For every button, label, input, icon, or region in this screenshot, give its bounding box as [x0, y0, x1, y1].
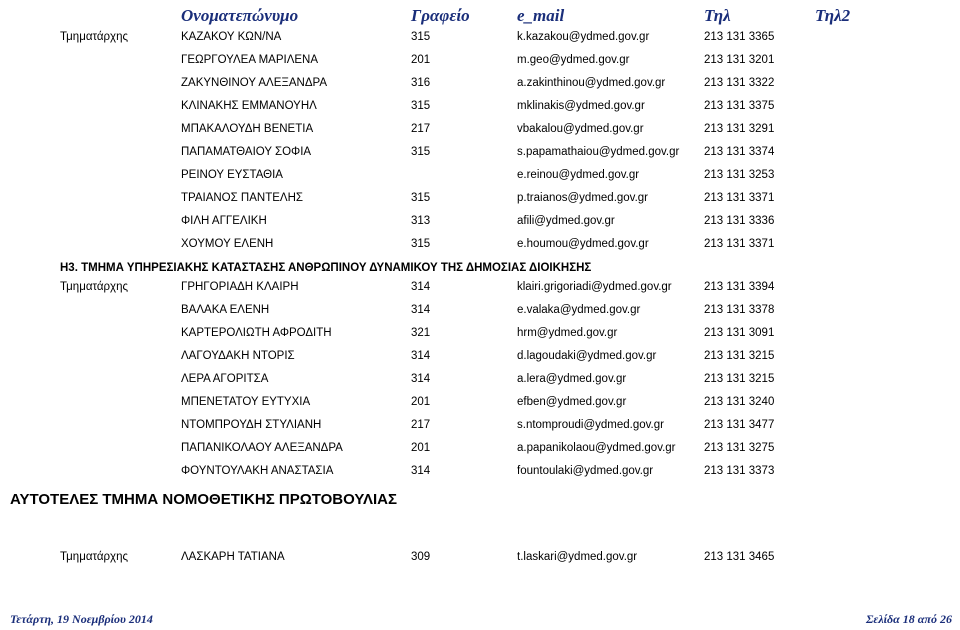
- cell-name: ΛΕΡΑ ΑΓΟΡΙΤΣΑ: [181, 373, 269, 385]
- cell-role: Τμηματάρχης: [60, 281, 129, 293]
- header-email: e_mail: [517, 6, 565, 25]
- cell-name: ΜΠΑΚΑΛΟΥΔΗ ΒΕΝΕΤΙΑ: [181, 123, 314, 135]
- cell-name: ΛΑΣΚΑΡΗ ΤΑΤΙΑΝΑ: [181, 551, 285, 563]
- cell-email: e.houmou@ydmed.gov.gr: [517, 238, 649, 250]
- cell-email: a.papanikolaou@ydmed.gov.gr: [517, 442, 676, 454]
- cell-email: t.laskari@ydmed.gov.gr: [517, 551, 638, 563]
- cell-role: Τμηματάρχης: [60, 31, 129, 43]
- table-row: [0, 100, 960, 118]
- cell-office: 217: [411, 123, 431, 135]
- cell-phone: 213 131 3465: [704, 551, 775, 563]
- cell-phone: 213 131 3365: [704, 31, 775, 43]
- cell-email: a.lera@ydmed.gov.gr: [517, 373, 627, 385]
- cell-phone: 213 131 3240: [704, 396, 775, 408]
- cell-email: p.traianos@ydmed.gov.gr: [517, 192, 648, 204]
- cell-office: 314: [411, 373, 431, 385]
- table-row: [0, 442, 960, 460]
- table-row: [0, 192, 960, 210]
- cell-email: efben@ydmed.gov.gr: [517, 396, 627, 408]
- cell-phone: 213 131 3371: [704, 192, 775, 204]
- table-row: [0, 54, 960, 72]
- cell-role: Τμηματάρχης: [60, 551, 129, 563]
- cell-office: 314: [411, 350, 431, 362]
- footer-page: Σελίδα 18 από 26: [866, 612, 952, 626]
- cell-email: e.valaka@ydmed.gov.gr: [517, 304, 641, 316]
- cell-name: ΚΑΡΤΕΡΟΛΙΩΤΗ ΑΦΡΟΔΙΤΗ: [181, 327, 332, 339]
- cell-name: ΓΡΗΓΟΡΙΑΔΗ ΚΛΑΙΡΗ: [181, 281, 299, 293]
- header-phone: Τηλ: [704, 6, 731, 25]
- cell-office: 315: [411, 192, 431, 204]
- table-row: [0, 350, 960, 368]
- table-row: [0, 551, 960, 569]
- cell-phone: 213 131 3373: [704, 465, 775, 477]
- cell-office: 217: [411, 419, 431, 431]
- cell-email: klairi.grigoriadi@ydmed.gov.gr: [517, 281, 672, 293]
- cell-name: ΜΠΕΝΕΤΑΤΟΥ ΕΥΤΥΧΙΑ: [181, 396, 311, 408]
- table-row: [0, 465, 960, 483]
- cell-email: fountoulaki@ydmed.gov.gr: [517, 465, 654, 477]
- cell-name: ΤΡΑΙΑΝΟΣ ΠΑΝΤΕΛΗΣ: [181, 192, 304, 204]
- header-office: Γραφείο: [411, 6, 470, 25]
- cell-email: s.ntomproudi@ydmed.gov.gr: [517, 419, 664, 431]
- cell-name: ΦΟΥΝΤΟΥΛΑΚΗ ΑΝΑΣΤΑΣΙΑ: [181, 465, 334, 477]
- cell-office: 314: [411, 281, 431, 293]
- cell-name: ΧΟΥΜΟΥ ΕΛΕΝΗ: [181, 238, 274, 250]
- table-row: [0, 396, 960, 414]
- cell-phone: 213 131 3291: [704, 123, 775, 135]
- cell-name: ΚΛΙΝΑΚΗΣ ΕΜΜΑΝΟΥΗΛ: [181, 100, 317, 112]
- cell-name: ΦΙΛΗ ΑΓΓΕΛΙΚΗ: [181, 215, 267, 227]
- cell-name: ΒΑΛΑΚΑ ΕΛΕΝΗ: [181, 304, 270, 316]
- cell-email: s.papamathaiou@ydmed.gov.gr: [517, 146, 680, 158]
- cell-office: 315: [411, 31, 431, 43]
- table-row: [0, 281, 960, 299]
- cell-email: afili@ydmed.gov.gr: [517, 215, 615, 227]
- cell-phone: 213 131 3394: [704, 281, 775, 293]
- cell-office: 315: [411, 100, 431, 112]
- table-row: [0, 77, 960, 95]
- cell-phone: 213 131 3322: [704, 77, 775, 89]
- cell-phone: 213 131 3215: [704, 373, 775, 385]
- cell-email: e.reinou@ydmed.gov.gr: [517, 169, 640, 181]
- cell-name: ΠΑΠΑΜΑΤΘΑΙΟΥ ΣΟΦΙΑ: [181, 146, 312, 158]
- cell-email: a.zakinthinou@ydmed.gov.gr: [517, 77, 666, 89]
- cell-office: 313: [411, 215, 431, 227]
- table-row: [0, 419, 960, 437]
- cell-email: mklinakis@ydmed.gov.gr: [517, 100, 645, 112]
- cell-email: hrm@ydmed.gov.gr: [517, 327, 618, 339]
- cell-name: ΡΕΙΝΟΥ ΕΥΣΤΑΘΙΑ: [181, 169, 283, 181]
- cell-office: 314: [411, 465, 431, 477]
- table-row: [0, 215, 960, 233]
- cell-office: 315: [411, 238, 431, 250]
- table-row: [0, 373, 960, 391]
- section-heading-h3: Η3. ΤΜΗΜΑ ΥΠΗΡΕΣΙΑΚΗΣ ΚΑΤΑΣΤΑΣΗΣ ΑΝΘΡΩΠΙΝΟΥ ΔΥΝΑΜΙΚΟΥ ΤΗΣ ΔΗΜΟΣΙΑΣ ΔΙΟΙΚΗΣΗΣ: [60, 262, 592, 274]
- cell-office: 316: [411, 77, 431, 89]
- table-row: [0, 169, 960, 187]
- cell-phone: 213 131 3201: [704, 54, 775, 66]
- cell-name: ΛΑΓΟΥΔΑΚΗ ΝΤΟΡΙΣ: [181, 350, 295, 362]
- cell-phone: 213 131 3374: [704, 146, 775, 158]
- cell-phone: 213 131 3091: [704, 327, 775, 339]
- footer-date: Τετάρτη, 19 Νοεμβρίου 2014: [10, 612, 153, 626]
- cell-email: d.lagoudaki@ydmed.gov.gr: [517, 350, 657, 362]
- cell-office: 314: [411, 304, 431, 316]
- cell-phone: 213 131 3215: [704, 350, 775, 362]
- table-row: [0, 238, 960, 256]
- cell-phone: 213 131 3477: [704, 419, 775, 431]
- cell-name: ΝΤΟΜΠΡΟΥΔΗ ΣΤΥΛΙΑΝΗ: [181, 419, 322, 431]
- table-row: [0, 304, 960, 322]
- cell-email: k.kazakou@ydmed.gov.gr: [517, 31, 650, 43]
- cell-office: 321: [411, 327, 431, 339]
- header-phone2: Τηλ2: [815, 6, 851, 25]
- cell-name: ΠΑΠΑΝΙΚΟΛΑΟΥ ΑΛΕΞΑΝΔΡΑ: [181, 442, 343, 454]
- cell-office: 309: [411, 551, 431, 563]
- cell-office: 201: [411, 396, 431, 408]
- header-name: Ονοματεπώνυμο: [181, 6, 299, 25]
- cell-email: vbakalou@ydmed.gov.gr: [517, 123, 644, 135]
- cell-name: ΚΑΖΑΚΟΥ ΚΩΝ/ΝΑ: [181, 31, 282, 43]
- cell-office: 201: [411, 54, 431, 66]
- table-row: [0, 123, 960, 141]
- table-row: [0, 327, 960, 345]
- cell-office: 315: [411, 146, 431, 158]
- cell-office: 201: [411, 442, 431, 454]
- cell-email: m.geo@ydmed.gov.gr: [517, 54, 630, 66]
- cell-name: ΓΕΩΡΓΟΥΛΕΑ ΜΑΡΙΛΕΝΑ: [181, 54, 319, 66]
- cell-phone: 213 131 3375: [704, 100, 775, 112]
- cell-phone: 213 131 3253: [704, 169, 775, 181]
- cell-phone: 213 131 3336: [704, 215, 775, 227]
- cell-phone: 213 131 3275: [704, 442, 775, 454]
- table-row: [0, 146, 960, 164]
- cell-phone: 213 131 3378: [704, 304, 775, 316]
- cell-phone: 213 131 3371: [704, 238, 775, 250]
- cell-name: ΖΑΚΥΝΘΙΝΟΥ ΑΛΕΞΑΝΔΡΑ: [181, 77, 328, 89]
- section-heading-autotel: ΑΥΤΟΤΕΛΕΣ ΤΜΗΜΑ ΝΟΜΟΘΕΤΙΚΗΣ ΠΡΩΤΟΒΟΥΛΙΑΣ: [10, 491, 398, 508]
- table-row: [0, 31, 960, 49]
